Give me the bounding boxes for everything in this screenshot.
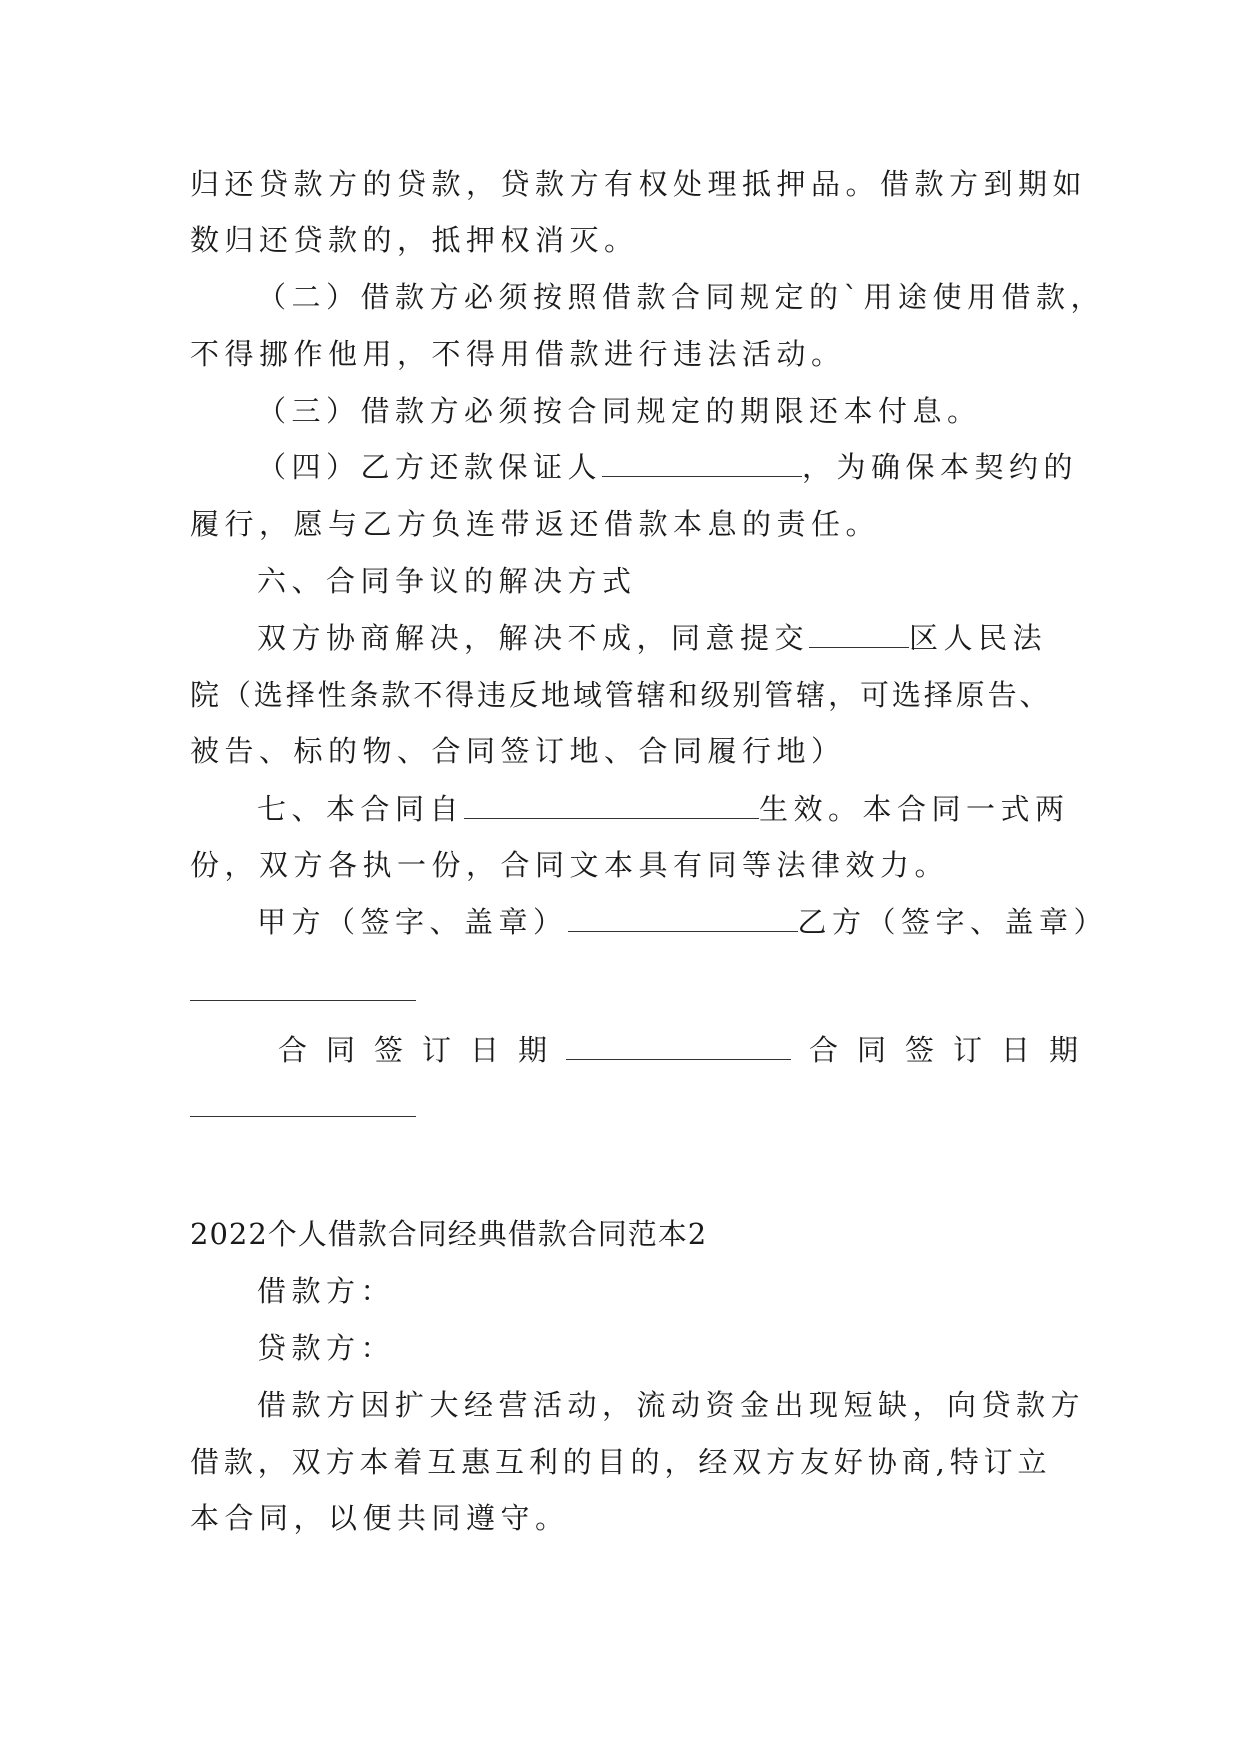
party-a-signature-blank: [568, 907, 798, 932]
party-a-signature-label: 甲方（签字、盖章）: [257, 905, 568, 939]
paragraph-line: （二）借款方必须按照借款合同规定的`用途使用借款，: [257, 280, 1106, 314]
court-blank: [809, 623, 909, 648]
lender-field: 贷款方：: [257, 1331, 396, 1365]
signature-line: [257, 904, 1109, 940]
paragraph-line: 履行，愿与乙方负连带返还借款本息的责任。: [190, 507, 881, 541]
court-label: 双方协商解决，解决不成，同意提交: [257, 621, 810, 655]
paragraph-line: （三）借款方必须按合同规定的期限还本付息。: [257, 394, 982, 428]
paragraph-line: 院（选择性条款不得违反地域管辖和级别管辖，可选择原告、: [190, 678, 1050, 712]
signing-date-line: [278, 1032, 1098, 1068]
borrower-field: 借款方：: [257, 1274, 396, 1308]
paragraph-line: 被告、标的物、合同签订地、合同履行地）: [190, 734, 846, 768]
party-b-signature-label: 乙方（签字、盖章）: [797, 905, 1109, 939]
effective-blank: [464, 794, 759, 819]
paragraph-line: 本合同，以便共同遵守。: [190, 1501, 570, 1535]
effective-label: 七、本合同自: [257, 792, 465, 826]
party-b-date-blank: [190, 1116, 416, 1117]
guarantor-suffix: ，为确保本契约的: [802, 450, 1079, 484]
paragraph-line: 借款方因扩大经营活动，流动资金出现短缺，向贷款方: [257, 1388, 1086, 1422]
court-line: [257, 620, 1050, 656]
party-a-date-label: 合同签订日期: [278, 1033, 567, 1067]
party-b-date-label: 合同签订日期: [809, 1033, 1098, 1067]
effective-line: [257, 791, 1070, 827]
paragraph-line: 份，双方各执一份，合同文本具有同等法律效力。: [190, 848, 950, 882]
paragraph-line: 归还贷款方的贷款，贷款方有权处理抵押品。借款方到期如: [190, 167, 1088, 201]
party-a-date-blank: [566, 1035, 791, 1060]
paragraph-line: 不得挪作他用，不得用借款进行违法活动。: [190, 337, 846, 371]
document-title: 2022个人借款合同经典借款合同范本2: [190, 1217, 708, 1251]
guarantor-blank: [602, 452, 802, 477]
guarantor-line: [257, 449, 1079, 485]
guarantor-label: （四）乙方还款保证人: [257, 450, 603, 484]
party-b-signature-blank: [190, 1000, 416, 1001]
effective-suffix: 生效。本合同一式两: [759, 792, 1070, 826]
section-heading: 六、合同争议的解决方式: [257, 564, 637, 598]
paragraph-line: 数归还贷款的，抵押权消灭。: [190, 223, 639, 257]
paragraph-line: 借款，双方本着互惠互利的目的，经双方友好协商,特订立: [190, 1445, 1050, 1479]
court-suffix: 区人民法: [909, 621, 1048, 655]
